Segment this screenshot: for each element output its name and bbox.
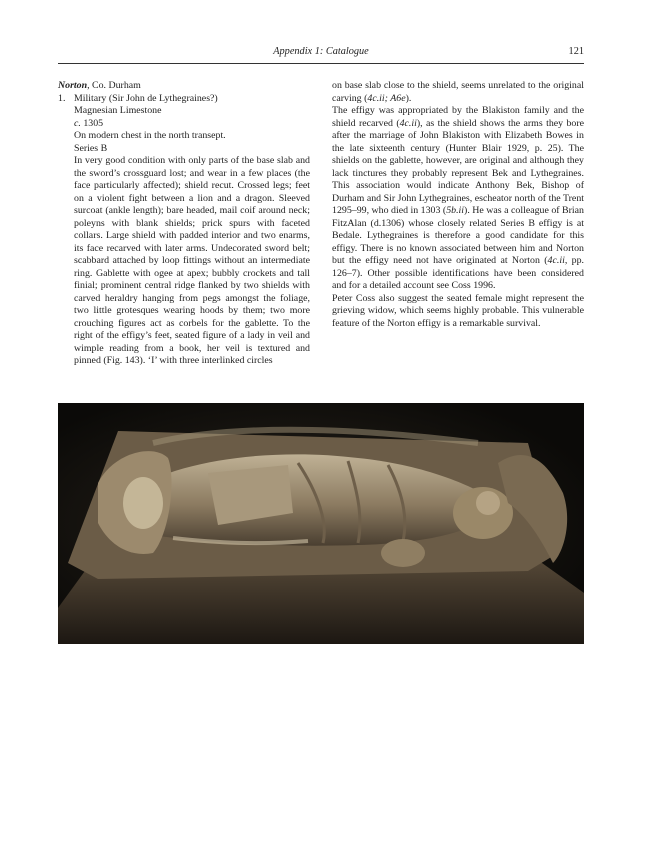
effigy-head [123,477,163,529]
effigy-illustration [58,403,584,644]
left-column [58,80,310,368]
place-name: Norton [58,80,88,91]
header-rule [58,63,584,64]
paragraph-appropriation: The effigy was appropriated by the Blakiston family and the shield recarved (4c.ii), as the shield shows the arms they bore after the marriage of John Blakiston with Elizabeth Bowes in the late sixteenth century (Hunter Blair 1929, p. 25). The shields on the gablette, however, are original and although they lack tinctures they probably represent Bek and Lythegraines. This association would indicate Anthony Bek, Bishop of Durham and Sir John Lythegraines, escheator north of the Trent 1295–99, who died in 1303 (5b.ii). He was a colleague of Brian FitzAlan (d.1306) whose closely related Series B effigy is at Bedale. Lythegraines is therefore a good candidate for this effigy. There is no known associated between him and Norton but the effigy need not have originated at Norton (4c.ii, pp. 126–7). Other possible identifications have been considered and for a detailed account see Coss 1996. [332,105,584,291]
entry-material: Magnesian Limestone [74,105,162,116]
catalogue-entry [58,93,310,368]
entry-series: Series B [74,142,108,154]
entry-heading [58,80,310,93]
place-county: , Co. Durham [87,80,141,91]
entry-number: 1. [58,92,66,104]
page-number: 121 [568,46,584,57]
paragraph-widow: Peter Coss also suggest the seated female might represent the grieving widow, which seems highly probable. This vulnerable feature of the Norton effigy is a remarkable survival. [332,292,584,329]
running-header [58,46,584,62]
running-title: Appendix 1: Catalogue [273,46,369,57]
right-column [332,80,584,330]
entry-date: c. 1305 [74,117,104,129]
paragraph-continuation: on base slab close to the shield, seems unrelated to the original carving (4c.ii; A6e). [332,80,584,104]
entry-subject: Military (Sir John de Lythegraines?) [74,92,218,104]
entry-description: In very good condition with only parts of the base slab and the sword’s crossguard lost; and wear in a few places (the face particularly affected); shield recut. Crossed legs; feet on a violent fight between a lion and a dragon. Sleeved surcoat (ankle length); bare headed, mail coif around neck; poleyns with blank shields; prick spurs with faceted collars. Large shield with padded interior and two enarms, its face recarved with later arms. Undecorated sword belt; scabbard attached by loop fittings without an intermediate ring. Gablette with ogee at apex; bubbly crockets and tall finial; prominent central ridge flanked by two shields with carved heraldry hanging from pegs amongst the foliage, two little grotesques wearing hoods by them; two more crouching figures act as corbels for the gablette. To the right of the effigy’s feet, seated figure of a lady in veil and wimple reading from a book, her veil is textured and pinned (Fig. 143). ‘I’ with three interlinked circles [74,155,310,366]
effigy-photograph [58,403,584,644]
seated-lady [381,539,425,567]
entry-location: On modern chest in the north transept. [74,130,226,141]
